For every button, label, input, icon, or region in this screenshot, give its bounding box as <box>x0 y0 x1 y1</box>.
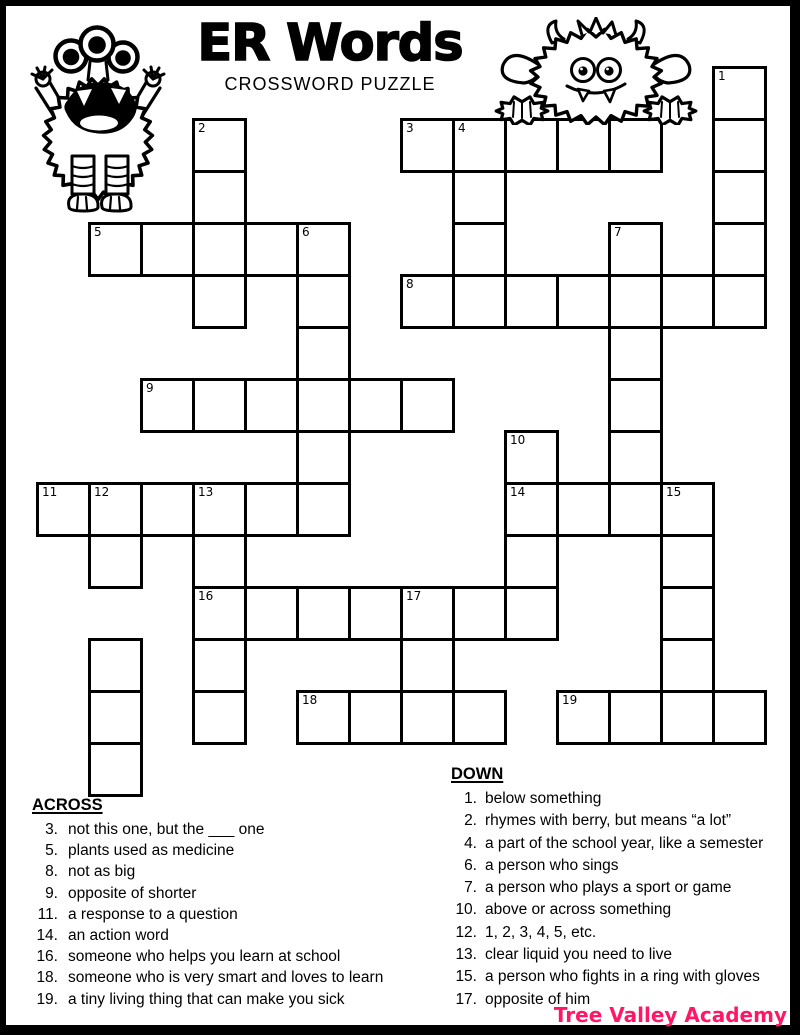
cell-number: 1 <box>718 69 726 83</box>
down-clue-text: 1, 2, 3, 4, 5, etc. <box>485 923 597 941</box>
cell-number: 9 <box>146 381 154 395</box>
across-clue-number: 5. <box>45 842 58 860</box>
across-clue-item <box>32 991 432 1012</box>
grid-cell-r1c7[interactable] <box>400 118 455 173</box>
grid-cell-r6c6[interactable] <box>348 378 403 433</box>
down-clue-text: rhymes with berry, but means “a lot” <box>485 812 732 830</box>
grid-cell-r4c9[interactable] <box>504 274 559 329</box>
grid-cell-r11c12[interactable] <box>660 638 715 693</box>
down-clue-number: 10. <box>455 901 477 919</box>
cell-number: 5 <box>94 225 102 239</box>
grid-cell-r3c11[interactable] <box>608 222 663 277</box>
grid-cell-r3c2[interactable] <box>140 222 195 277</box>
grid-cell-r4c11[interactable] <box>608 274 663 329</box>
grid-cell-r8c3[interactable] <box>192 482 247 537</box>
grid-cell-r12c13[interactable] <box>712 690 767 745</box>
grid-cell-r0c13[interactable] <box>712 66 767 121</box>
grid-cell-r12c5[interactable] <box>296 690 351 745</box>
grid-cell-r1c9[interactable] <box>504 118 559 173</box>
grid-cell-r8c12[interactable] <box>660 482 715 537</box>
across-clue-text: not as big <box>68 863 136 881</box>
page-title: ER Words <box>197 14 463 73</box>
grid-cell-r8c2[interactable] <box>140 482 195 537</box>
down-clue-item <box>451 924 796 946</box>
down-clues-section <box>451 765 796 1013</box>
grid-cell-r9c12[interactable] <box>660 534 715 589</box>
cell-number: 4 <box>458 121 466 135</box>
across-clue-text: someone who is very smart and loves to learn <box>68 969 384 987</box>
grid-cell-r6c7[interactable] <box>400 378 455 433</box>
grid-cell-r1c3[interactable] <box>192 118 247 173</box>
across-clue-number: 16. <box>36 948 58 966</box>
grid-cell-r3c3[interactable] <box>192 222 247 277</box>
branding-text: Tree Valley Academy <box>553 1003 787 1027</box>
across-clue-number: 19. <box>36 990 58 1008</box>
grid-cell-r12c1[interactable] <box>88 690 143 745</box>
grid-cell-r4c12[interactable] <box>660 274 715 329</box>
grid-cell-r8c4[interactable] <box>244 482 299 537</box>
cell-number: 14 <box>510 485 526 499</box>
down-clue-text: a person who sings <box>485 856 619 874</box>
grid-cell-r10c9[interactable] <box>504 586 559 641</box>
across-clue-number: 9. <box>45 884 58 902</box>
cell-number: 17 <box>406 589 422 603</box>
across-clue-item <box>32 927 432 948</box>
down-clue-text: a person who plays a sport or game <box>485 879 732 897</box>
across-clue-item <box>32 821 432 842</box>
down-clue-item <box>451 857 796 879</box>
across-clue-number: 8. <box>45 863 58 881</box>
across-clue-text: an action word <box>68 926 169 944</box>
grid-cell-r4c5[interactable] <box>296 274 351 329</box>
across-clue-text: opposite of shorter <box>68 884 197 902</box>
grid-cell-r4c7[interactable] <box>400 274 455 329</box>
cell-number: 18 <box>302 693 318 707</box>
cell-number: 3 <box>406 121 414 135</box>
down-clue-number: 13. <box>455 946 477 964</box>
grid-cell-r1c13[interactable] <box>712 118 767 173</box>
cell-number: 16 <box>198 589 214 603</box>
grid-cell-r10c6[interactable] <box>348 586 403 641</box>
grid-cell-r13c1[interactable] <box>88 742 143 797</box>
grid-cell-r12c11[interactable] <box>608 690 663 745</box>
monster-foot <box>69 194 99 211</box>
across-clue-number: 18. <box>36 969 58 987</box>
grid-cell-r5c5[interactable] <box>296 326 351 381</box>
grid-cell-r8c1[interactable] <box>88 482 143 537</box>
grid-cell-r2c3[interactable] <box>192 170 247 225</box>
grid-cell-r11c3[interactable] <box>192 638 247 693</box>
grid-cell-r9c3[interactable] <box>192 534 247 589</box>
across-clue-item <box>32 906 432 927</box>
down-clue-number: 7. <box>464 879 477 897</box>
down-clue-text: above or across something <box>485 901 672 919</box>
grid-cell-r10c5[interactable] <box>296 586 351 641</box>
grid-cell-r3c4[interactable] <box>244 222 299 277</box>
grid-cell-r4c13[interactable] <box>712 274 767 329</box>
grid-cell-r3c13[interactable] <box>712 222 767 277</box>
grid-cell-r2c13[interactable] <box>712 170 767 225</box>
grid-cell-r3c1[interactable] <box>88 222 143 277</box>
grid-cell-r6c3[interactable] <box>192 378 247 433</box>
grid-cell-r8c10[interactable] <box>556 482 611 537</box>
down-clue-text: a part of the school year, like a semester <box>485 834 764 852</box>
cell-number: 13 <box>198 485 214 499</box>
across-clue-item <box>32 969 432 990</box>
grid-cell-r7c11[interactable] <box>608 430 663 485</box>
cell-number: 11 <box>42 485 58 499</box>
grid-cell-r6c5[interactable] <box>296 378 351 433</box>
grid-cell-r10c12[interactable] <box>660 586 715 641</box>
down-clue-number: 12. <box>455 923 477 941</box>
grid-cell-r6c4[interactable] <box>244 378 299 433</box>
down-header: DOWN <box>451 765 504 783</box>
down-clue-item <box>451 968 796 990</box>
grid-cell-r6c11[interactable] <box>608 378 663 433</box>
grid-cell-r1c11[interactable] <box>608 118 663 173</box>
grid-cell-r3c5[interactable] <box>296 222 351 277</box>
cell-number: 10 <box>510 433 526 447</box>
grid-cell-r10c8[interactable] <box>452 586 507 641</box>
down-clue-item <box>451 901 796 923</box>
down-clue-text: a person who fights in a ring with gloves <box>485 968 760 986</box>
monster-head <box>531 29 662 124</box>
cell-number: 19 <box>562 693 578 707</box>
across-clue-list <box>32 821 432 1012</box>
down-clue-text: below something <box>485 790 602 807</box>
grid-cell-r12c6[interactable] <box>348 690 403 745</box>
down-clue-number: 1. <box>464 790 477 807</box>
grid-cell-r4c10[interactable] <box>556 274 611 329</box>
page-subtitle: CROSSWORD PUZZLE <box>224 74 436 95</box>
grid-cell-r11c1[interactable] <box>88 638 143 693</box>
across-clues-section <box>32 796 432 1012</box>
down-clue-number: 6. <box>464 856 477 874</box>
grid-cell-r7c5[interactable] <box>296 430 351 485</box>
down-clue-item <box>451 835 796 857</box>
grid-cell-r9c9[interactable] <box>504 534 559 589</box>
grid-cell-r4c3[interactable] <box>192 274 247 329</box>
grid-cell-r8c9[interactable] <box>504 482 559 537</box>
grid-cell-r12c3[interactable] <box>192 690 247 745</box>
cell-number: 8 <box>406 277 414 291</box>
cell-number: 12 <box>94 485 110 499</box>
grid-cell-r11c7[interactable] <box>400 638 455 693</box>
down-clue-item <box>451 790 796 812</box>
grid-cell-r2c8[interactable] <box>452 170 507 225</box>
grid-cell-r10c3[interactable] <box>192 586 247 641</box>
cell-number: 15 <box>666 485 682 499</box>
across-clue-number: 14. <box>36 926 58 944</box>
down-clue-number: 17. <box>455 990 477 1008</box>
down-clue-item <box>451 879 796 901</box>
grid-cell-r8c11[interactable] <box>608 482 663 537</box>
down-clue-item <box>451 812 796 834</box>
across-clue-item <box>32 863 432 884</box>
grid-cell-r12c12[interactable] <box>660 690 715 745</box>
down-clue-number: 15. <box>455 968 477 986</box>
across-clue-number: 11. <box>37 905 58 923</box>
grid-cell-r9c1[interactable] <box>88 534 143 589</box>
grid-cell-r8c5[interactable] <box>296 482 351 537</box>
grid-cell-r1c8[interactable] <box>452 118 507 173</box>
across-clue-text: a response to a question <box>68 905 238 923</box>
grid-cell-r1c10[interactable] <box>556 118 611 173</box>
grid-cell-r12c10[interactable] <box>556 690 611 745</box>
grid-cell-r5c11[interactable] <box>608 326 663 381</box>
three-eyed-monster-illustration <box>22 18 174 214</box>
grid-cell-r12c7[interactable] <box>400 690 455 745</box>
across-clue-item <box>32 948 432 969</box>
cell-number: 6 <box>302 225 310 239</box>
across-clue-number: 3. <box>45 821 58 838</box>
down-clue-text: opposite of him <box>485 990 591 1008</box>
grid-cell-r8c0[interactable] <box>36 482 91 537</box>
horned-monster-illustration <box>490 17 702 125</box>
across-clue-text: someone who helps you learn at school <box>68 948 341 966</box>
across-clue-text: not this one, but the ___ one <box>68 821 265 838</box>
across-clue-text: plants used as medicine <box>68 842 235 860</box>
grid-cell-r7c9[interactable] <box>504 430 559 485</box>
down-clue-number: 2. <box>464 812 477 830</box>
down-clue-number: 4. <box>464 834 477 852</box>
across-clue-item <box>32 842 432 863</box>
down-clue-text: clear liquid you need to live <box>485 946 672 964</box>
down-clue-list <box>451 790 796 1013</box>
across-clue-item <box>32 885 432 906</box>
grid-cell-r10c4[interactable] <box>244 586 299 641</box>
across-clue-text: a tiny living thing that can make you sick <box>68 990 345 1008</box>
cell-number: 7 <box>614 225 622 239</box>
across-header: ACROSS <box>32 796 103 814</box>
grid-cell-r3c8[interactable] <box>452 222 507 277</box>
grid-cell-r12c8[interactable] <box>452 690 507 745</box>
grid-cell-r4c8[interactable] <box>452 274 507 329</box>
down-clue-item <box>451 946 796 968</box>
cell-number: 2 <box>198 121 206 135</box>
grid-cell-r10c7[interactable] <box>400 586 455 641</box>
grid-cell-r6c2[interactable] <box>140 378 195 433</box>
